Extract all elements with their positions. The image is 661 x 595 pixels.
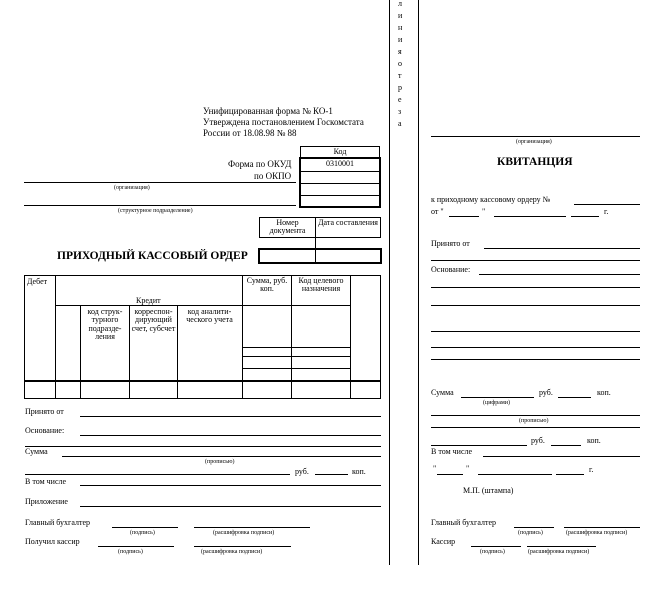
receipt-date-g-label: г. [589,465,594,474]
receipt-order-number-line[interactable] [574,204,640,205]
receipt-glavbuh-sign-caption: (подпись) [518,530,543,536]
debet-header: Дебет [27,277,48,286]
receipt-kassir-name-caption: (расшифровка подписи) [528,549,590,555]
receipt-kop2-line[interactable] [551,445,581,446]
receipt-kassir-label: Кассир [431,537,456,546]
receipt-osnovanie-line-3[interactable] [431,305,640,306]
prilozhenie-label: Приложение [25,497,68,506]
receipt-ciframi-caption: (цифрами) [483,400,510,406]
glavbuh-sign-caption: (подпись) [130,530,155,536]
prilozhenie-line[interactable] [80,506,381,507]
receipt-osnovanie-label: Основание: [431,265,471,274]
kod-naznach-header: Код целевого назначения [298,276,344,294]
kod-analit-header: код аналити-ческого учета [186,307,233,325]
receipt-kop-label: коп. [597,388,611,397]
summa-words-line[interactable] [25,474,290,475]
kassir-name-caption: (расшифровка подписи) [201,549,263,555]
organization-line[interactable] [24,182,296,183]
receipt-kassir-sign-line[interactable] [471,546,521,547]
receipt-osnovanie-line-2[interactable] [431,287,640,288]
receipt-year-line[interactable] [571,216,599,217]
receipt-glavbuh-sign-line[interactable] [514,527,554,528]
receipt-kassir-name-line[interactable] [527,546,596,547]
cut-line-right [418,0,419,565]
summa-label: Сумма [25,447,48,456]
subdivision-line[interactable] [24,205,296,206]
receipt-org-caption: (организация) [516,139,552,145]
kop-value-line[interactable] [315,474,348,475]
receipt-mp-label: М.П. (штампа) [463,486,514,495]
okud-value: 0310001 [326,159,354,168]
cut-line-left [389,0,390,565]
receipt-date-month-line[interactable] [478,474,552,475]
form-title-line2: Утверждена постановлением Госкомстата [203,117,364,127]
kod-label: Код [333,147,347,156]
receipt-glavbuh-name-caption: (расшифровка подписи) [566,530,628,536]
receipt-kop2-label: коп. [587,436,601,445]
receipt-date-day-line[interactable] [437,474,463,475]
glavbuh-sign-line[interactable] [112,527,178,528]
prinyato-line[interactable] [80,416,381,417]
summa-line[interactable] [62,456,381,457]
receipt-date-open: " [433,464,437,473]
order-title: ПРИХОДНЫЙ КАССОВЫЙ ОРДЕР [57,250,248,262]
doc-values-box[interactable] [258,248,382,264]
receipt-prinyato-line-2[interactable] [431,260,640,261]
osnovanie-line-1[interactable] [80,435,381,436]
korr-header: корреспон-дирующий счет, субсчет [131,307,176,333]
okud-label: Форма по ОКУД [228,159,292,169]
receipt-month-line[interactable] [494,216,566,217]
summa-header: Сумма, руб. коп. [246,276,288,294]
subdivision-caption: (структурное подразделение) [118,208,193,214]
osnovanie-label: Основание: [25,426,65,435]
receipt-quote: " [482,207,486,216]
receipt-rub-label: руб. [539,388,553,397]
form-title-line3: России от 18.08.98 № 88 [203,128,297,138]
receipt-glavbuh-name-line[interactable] [564,527,640,528]
receipt-vtomchisle-line[interactable] [483,456,640,457]
form-title-line1: Унифицированная форма № КО-1 [203,106,333,116]
rub-label: руб. [295,467,309,476]
kassir-sign-caption: (подпись) [118,549,143,555]
receipt-summa-words-line-1[interactable] [431,415,640,416]
summa-caption: (прописью) [205,459,235,465]
kop-label: коп. [352,467,366,476]
kod-struct-header: код струк-турного подразде-ления [87,307,123,342]
receipt-prinyato-label: Принято от [431,239,470,248]
receipt-glavbuh-label: Главный бухгалтер [431,518,496,527]
receipt-summa-words-line-2[interactable] [431,427,640,428]
receipt-summa-label: Сумма [431,388,454,397]
prinyato-label: Принято от [25,407,64,416]
receipt-kop-digits-line[interactable] [558,397,591,398]
glavbuh-name-caption: (расшифровка подписи) [213,530,275,536]
receipt-osnovanie-line-5[interactable] [431,347,640,348]
doc-number-header: Номер документа [269,218,306,236]
kassir-label: Получил кассир [25,537,80,546]
receipt-osnovanie-line-4[interactable] [431,331,640,332]
receipt-prinyato-line-1[interactable] [484,248,640,249]
receipt-ot-label: от " [431,207,444,216]
receipt-title: КВИТАНЦИЯ [497,156,573,168]
okpo-label: по ОКПО [254,171,292,181]
receipt-summa-words-line-3[interactable] [431,445,527,446]
osnovanie-line-2[interactable] [25,446,381,447]
doc-date-header: Дата составления [318,218,378,227]
kassir-sign-line[interactable] [98,546,174,547]
receipt-summa-digits-line[interactable] [461,397,534,398]
kassir-name-line[interactable] [194,546,291,547]
receipt-g-label: г. [604,207,609,216]
glavbuh-label: Главный бухгалтер [25,518,90,527]
kredit-header: Кредит [136,296,161,305]
receipt-osnovanie-line-6[interactable] [431,359,640,360]
glavbuh-name-line[interactable] [194,527,310,528]
vtomchisle-label: В том числе [25,477,67,486]
receipt-kassir-sign-caption: (подпись) [480,549,505,555]
receipt-date-close: " [466,464,470,473]
receipt-korderu-label: к приходному кассовому ордеру № [431,195,551,204]
vtomchisle-line[interactable] [80,485,381,486]
organization-caption: (организация) [114,185,150,191]
receipt-propisyu-caption: (прописью) [519,418,549,424]
receipt-rub2-label: руб. [531,436,545,445]
receipt-osnovanie-line-1[interactable] [479,274,640,275]
receipt-day-line[interactable] [449,216,479,217]
receipt-vtomchisle-label: В том числе [431,447,473,456]
receipt-date-year-line[interactable] [556,474,584,475]
receipt-org-line[interactable] [431,136,640,137]
